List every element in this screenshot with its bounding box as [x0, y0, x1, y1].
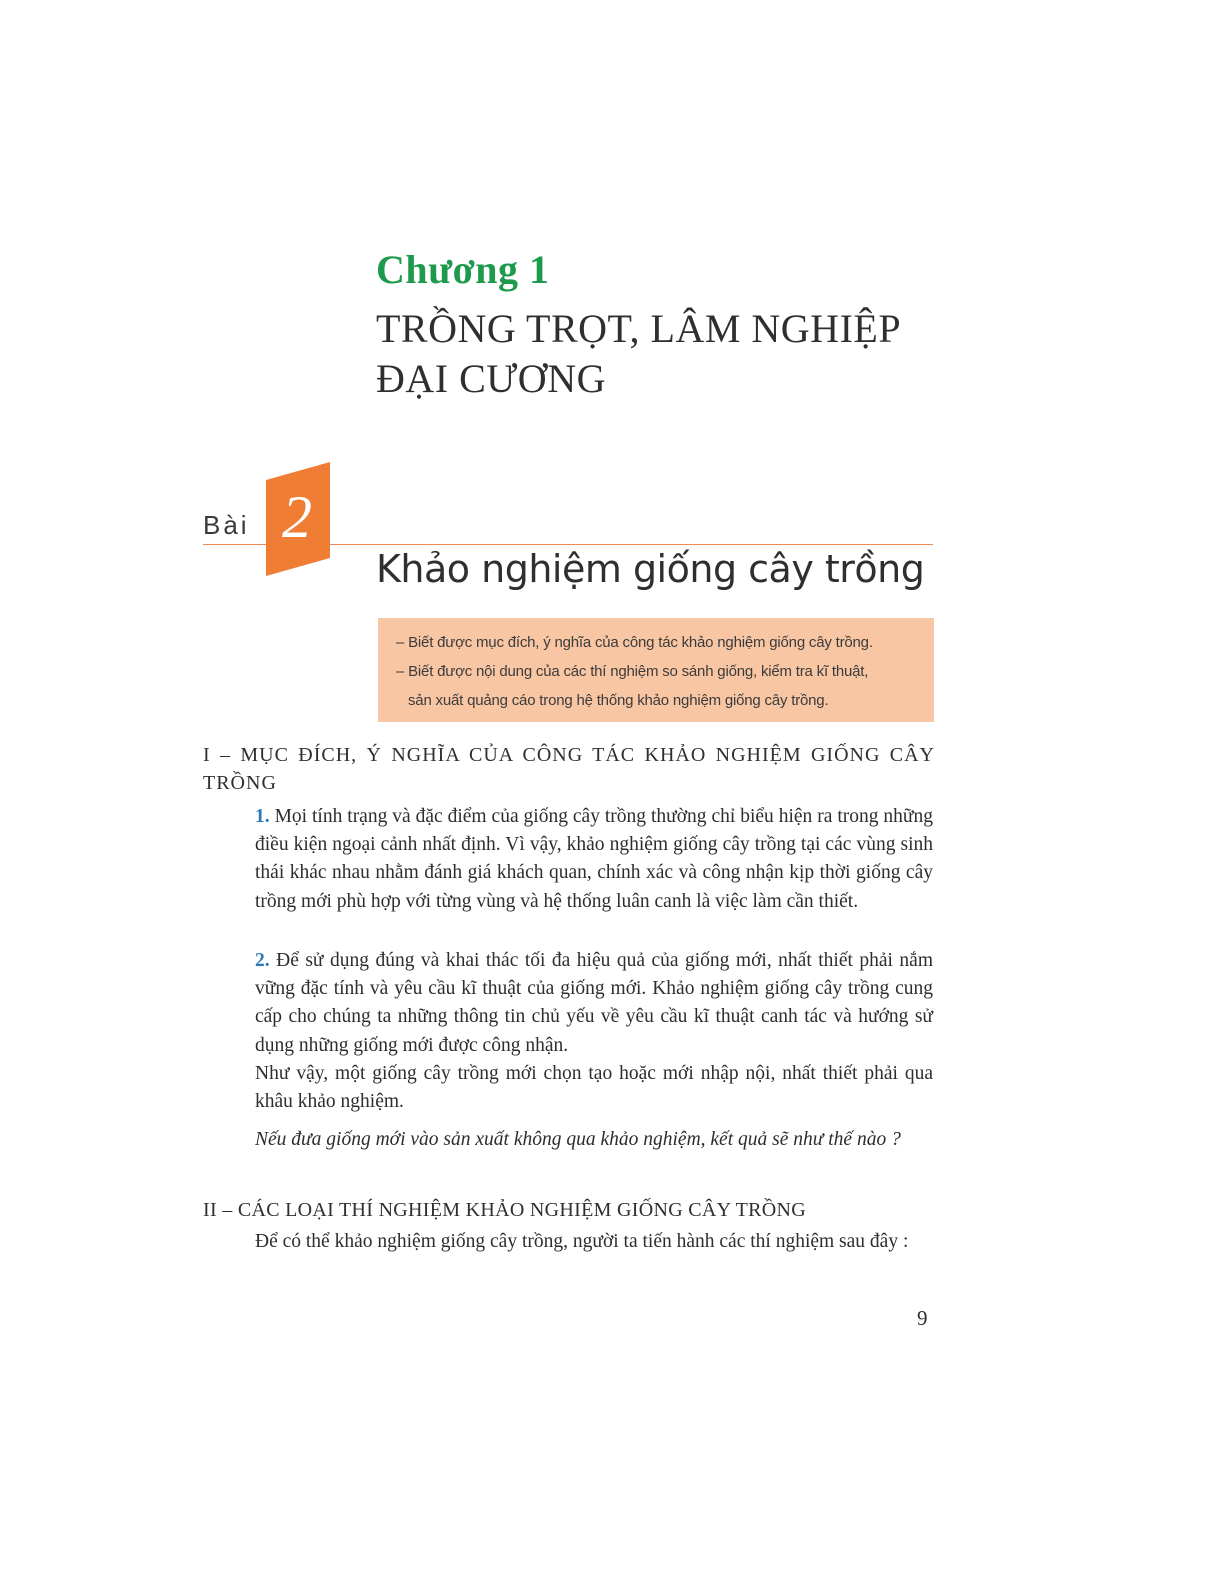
- paragraph-4: Để có thể khảo nghiệm giống cây trồng, người ta tiến hành các thí nghiệm sau đây :: [255, 1231, 909, 1252]
- paragraph-text: Để sử dụng đúng và khai thác tối đa hiệu quả của giống mới, nhất thiết phải nắm vững đặc tính và yêu cầu kĩ thuật của giống mới. Khảo nghiệm giống cây trồng cung cấp cho chúng ta những thông tin chủ yếu về yêu cầu kĩ thuật canh tác và hướng sử dụng những giống mới được công nhận.: [255, 950, 933, 1056]
- chapter-label: Chương 1: [376, 247, 550, 292]
- paragraph-text: Mọi tính trạng và đặc điểm của giống cây trồng thường chỉ biểu hiện ra trong những điều kiện ngoại cảnh nhất định. Vì vậy, khảo nghiệm giống cây trồng tại các vùng sinh thái khác nhau nhằm đánh giá khách quan, chính xác và công nhận kịp thời giống cây trồng mới phù hợp với từng vùng và hệ thống luân canh là việc làm cần thiết.: [255, 806, 933, 912]
- objective-item-continuation: sản xuất quảng cáo trong hệ thống khảo nghiệm giống cây trồng.: [408, 692, 829, 709]
- page-number: 9: [917, 1306, 928, 1330]
- chapter-title-line1: TRỒNG TRỌT, LÂM NGHIỆP: [376, 306, 902, 351]
- lesson-title: Khảo nghiệm giống cây trồng: [376, 547, 925, 591]
- chapter-title: [376, 304, 976, 404]
- paragraph-1: [255, 803, 933, 916]
- objective-item: – Biết được mục đích, ý nghĩa của công tác khảo nghiệm giống cây trồng.: [396, 634, 873, 651]
- chapter-title-line2: ĐẠI CƯƠNG: [376, 356, 606, 401]
- objective-item: – Biết được nội dung của các thí nghiệm so sánh giống, kiểm tra kĩ thuật,: [396, 663, 869, 680]
- paragraph-2: [255, 947, 933, 1060]
- objectives-box: [378, 618, 934, 722]
- paragraph-number: 2.: [255, 950, 270, 971]
- lesson-number: 2: [282, 484, 312, 550]
- section-heading-1: I – MỤC ĐÍCH, Ý NGHĨA CỦA CÔNG TÁC KHẢO NGHIỆM GIỐNG CÂY TRỒNG: [203, 744, 935, 794]
- section-heading-2: II – CÁC LOẠI THÍ NGHIỆM KHẢO NGHIỆM GIỐNG CÂY TRỒNG: [203, 1199, 806, 1221]
- paragraph-number: 1.: [255, 806, 270, 827]
- question-prompt: Nếu đưa giống mới vào sản xuất không qua khảo nghiệm, kết quả sẽ như thế nào ?: [255, 1129, 901, 1150]
- lesson-word: Bài: [203, 510, 250, 540]
- paragraph-3: Như vậy, một giống cây trồng mới chọn tạo hoặc mới nhập nội, nhất thiết phải qua khâu khảo nghiệm.: [255, 1063, 933, 1113]
